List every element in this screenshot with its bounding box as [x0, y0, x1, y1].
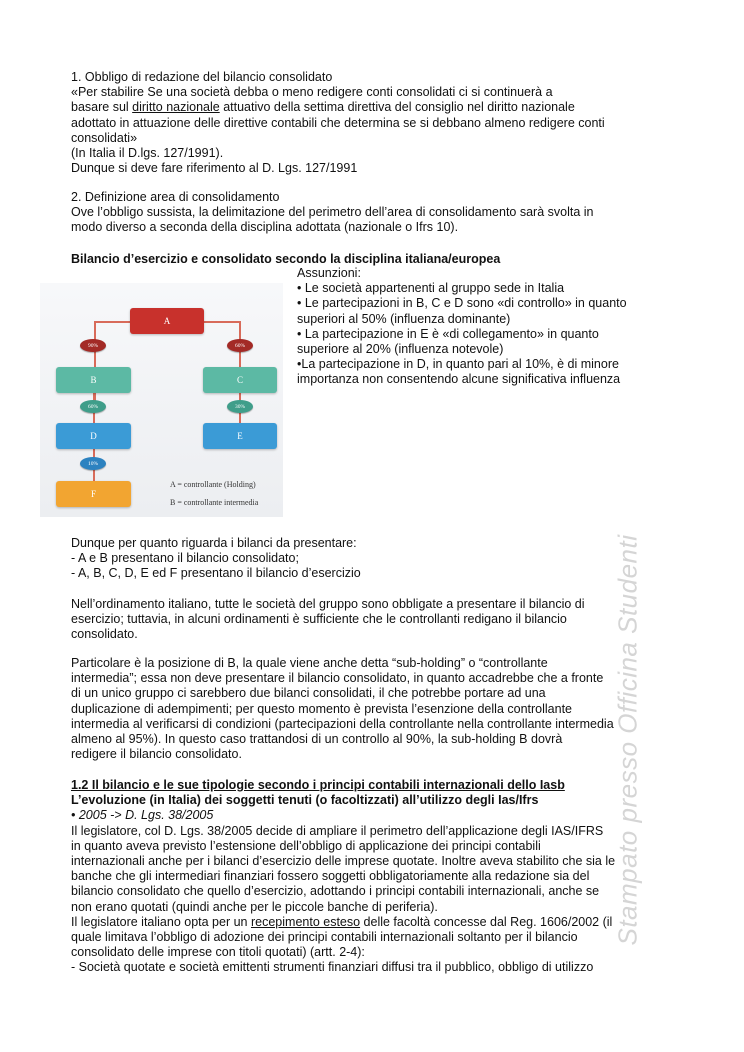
text-line: intermedia al verificarsi di condizioni (partecipazioni della controllante nella controllante intermedia	[71, 716, 614, 731]
text-line: intermedia”; essa non deve presentare il bilancio consolidato, in quanto accadrebbe che a fronte	[71, 671, 604, 686]
list-item: - A e B presentano il bilancio consolidato;	[71, 551, 299, 566]
group-structure-diagram	[40, 283, 283, 517]
text-line: bilancio consolidato che quello d’esercizio, adottando i principi contabili internazionali, anche se	[71, 884, 600, 899]
quote-line: «Per stabilire Se una società debba o meno redigere conti consolidati ci si continuerà a	[71, 85, 553, 100]
list-item: superiore al 20% (influenza notevole)	[297, 342, 504, 357]
text-line: Particolare è la posizione di B, la quale viene anche detta “sub-holding” o “controllante	[71, 656, 548, 670]
text-line: internazionali anche per i bilanci d’esercizio delle imprese quotate. Inoltre aveva stabilito che sia le	[71, 854, 616, 869]
list-item: • La partecipazione in E è «di collegamento» in quanto	[297, 326, 599, 341]
ownership-badge-d-f: 10%	[80, 457, 106, 470]
list-item: superiori al 50% (influenza dominante)	[297, 311, 511, 326]
underlined-term: recepimento esteso	[250, 914, 361, 929]
watermark-text: Stampato presso Officina Studenti	[612, 534, 643, 946]
text: attuativo della settima direttiva del consiglio nel diritto nazionale	[219, 100, 575, 115]
text-line: Dunque per quanto riguarda i bilanci da presentare:	[71, 536, 357, 550]
bullet-item: • 2005 -> D. Lgs. 38/2005	[71, 808, 214, 823]
node-a: A	[130, 308, 204, 334]
connector-line	[94, 321, 130, 323]
text-line: duplicazione di adempimenti; per questo momento è prevista l’esenzione della controllante	[71, 701, 572, 716]
quote-line	[71, 100, 681, 115]
legend-intermedia: B = controllante intermedia	[170, 498, 259, 507]
text-line: Nell’ordinamento italiano, tutte le società del gruppo sono obbligate a presentare il bilancio di	[71, 597, 585, 611]
text-line: Il legislatore, col D. Lgs. 38/2005 decide di ampliare il perimetro dell’applicazione degli IAS/IFRS	[71, 823, 604, 838]
text-line: consolidato delle imprese con titoli quotati) (artt. 2-4):	[71, 945, 365, 960]
text-line	[71, 915, 681, 930]
section-1-2-subtitle: L’evoluzione (in Italia) dei soggetti tenuti (o facoltizzati) all’utilizzo degli Ias/Ifrs	[71, 793, 539, 808]
list-item: importanza non consentendo alcune significativa influenza	[297, 372, 621, 387]
section-1	[71, 70, 681, 176]
list-item: •La partecipazione in D, in quanto pari al 10%, è di minore	[297, 357, 619, 372]
text-line: consolidato.	[71, 627, 138, 642]
section-1-2-title: 1.2 Il bilancio e le sue tipologie secondo i principi contabili internazionali dello Iasb	[71, 778, 565, 792]
text: delle facoltà concesse dal Reg. 1606/2002 (il	[360, 914, 613, 929]
quote-line: adottato in attuazione delle direttive contabili che determina se si debbano almeno redigere conti	[71, 115, 605, 130]
list-item: • Le società appartenenti al gruppo sede in Italia	[297, 281, 565, 296]
text-line: almeno al 95%). In questo caso trattandosi di un controllo al 90%, la sub-holding B dovrà	[71, 732, 563, 747]
section-1-2	[71, 778, 681, 976]
text-line: - Società quotate e società emittenti strumenti finanziari diffusi tra il pubblico, obbligo di utilizzo	[71, 960, 594, 975]
connector-line	[204, 321, 240, 323]
assunzioni-list	[297, 266, 667, 388]
legend-holding: A = controllante (Holding)	[170, 480, 256, 489]
text-line: redigere il bilancio consolidato.	[71, 747, 242, 762]
text: basare sul	[71, 100, 133, 115]
bilancio-heading: Bilancio d’esercizio e consolidato secondo la disciplina italiana/europea	[71, 252, 501, 266]
ordinamento-paragraph	[71, 597, 681, 643]
text-line: Ove l’obbligo sussista, la delimitazione del perimetro dell’area di consolidamento sarà svolta in	[71, 205, 594, 220]
node-e: E	[203, 423, 277, 449]
text-line: di un unico gruppo ci sarebbero due bilanci consolidati, il che potrebbe portare ad una	[71, 686, 546, 701]
text-line: (In Italia il D.lgs. 127/1991).	[71, 146, 224, 161]
section-2-title: 2. Definizione area di consolidamento	[71, 190, 280, 204]
node-c: C	[203, 367, 277, 393]
text: Il legislatore italiano opta per un	[71, 914, 251, 929]
text-line: non erano quotati (quindi anche per le piccole banche di periferia).	[71, 899, 438, 914]
list-item: • Le partecipazioni in B, C e D sono «di controllo» in quanto	[297, 296, 627, 311]
text-line: Dunque si deve fare riferimento al D. Lgs. 127/1991	[71, 161, 358, 176]
assunzioni-title: Assunzioni:	[297, 266, 361, 280]
text-line: quale limitava l’obbligo di adozione dei principi contabili internazionali soltanto per il bilancio	[71, 930, 578, 945]
ownership-badge-b-d: 60%	[80, 400, 106, 413]
node-f: F	[56, 481, 131, 507]
section-2	[71, 190, 681, 236]
underlined-term: diritto nazionale	[132, 100, 220, 115]
text-line: in quanto aveva previsto l’estensione dell’obbligo di applicazione dei principi contabili	[71, 838, 541, 853]
node-b: B	[56, 367, 131, 393]
node-d: D	[56, 423, 131, 449]
ownership-badge-a-c: 60%	[227, 339, 253, 352]
text-line: banche che gli intermediari finanziari fossero soggetti obbligatoriamente alla redazione sia del	[71, 869, 590, 884]
dunque-block	[71, 536, 681, 582]
quote-line: consolidati»	[71, 130, 138, 145]
list-item: - A, B, C, D, E ed F presentano il bilancio d’esercizio	[71, 566, 361, 581]
text-line: modo diverso a seconda della disciplina adottata (nazionale o Ifrs 10).	[71, 220, 459, 235]
ownership-badge-c-e: 30%	[227, 400, 253, 413]
ownership-badge-a-b: 90%	[80, 339, 106, 352]
particolare-paragraph	[71, 656, 681, 762]
text-line: esercizio; tuttavia, in alcuni ordinamenti è sufficiente che le controllanti redigano il bilancio	[71, 612, 567, 627]
section-1-title: 1. Obbligo di redazione del bilancio consolidato	[71, 70, 333, 84]
